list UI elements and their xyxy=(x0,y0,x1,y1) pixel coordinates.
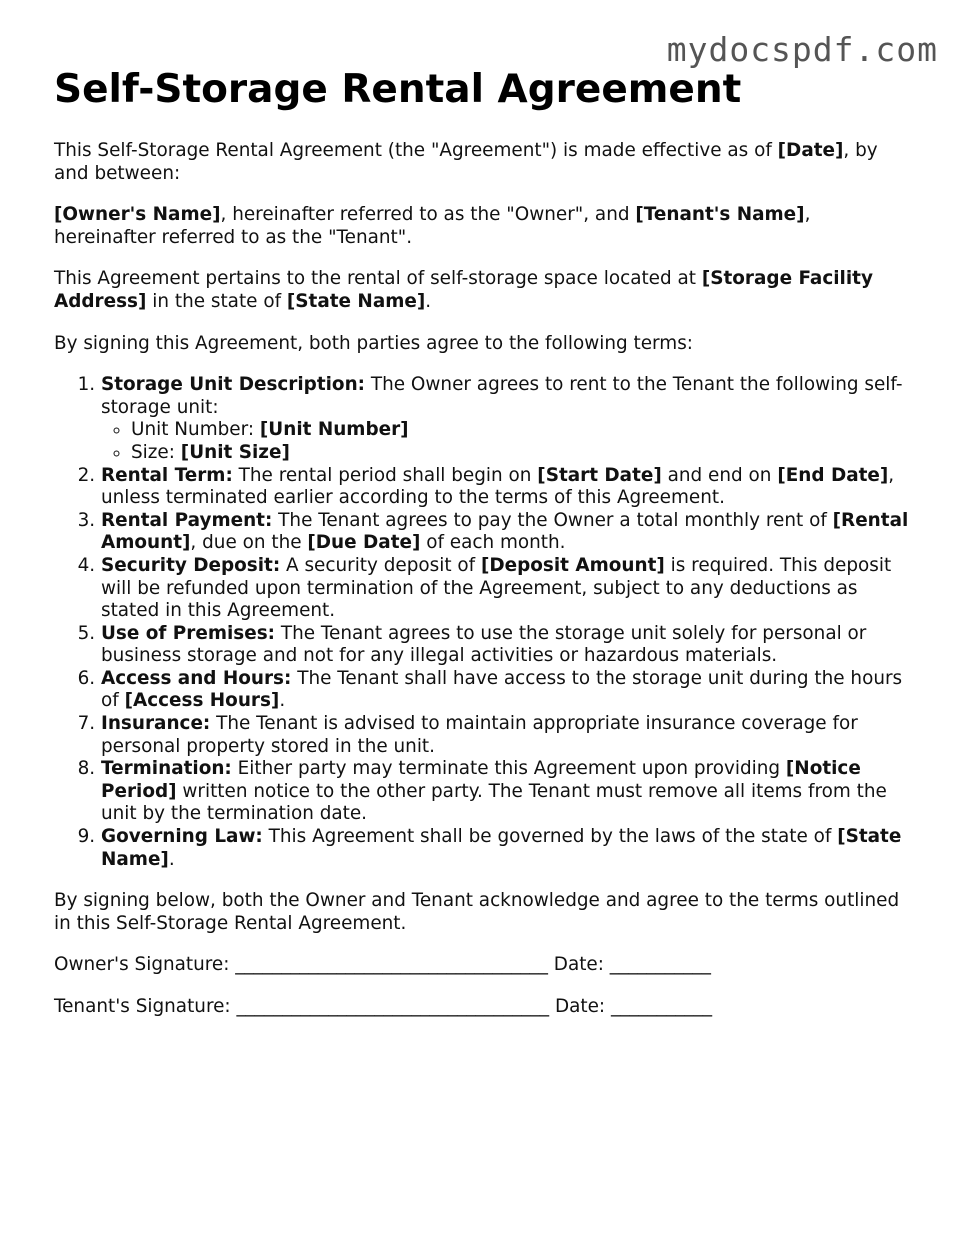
parties-paragraph: [Owner's Name], hereinafter referred to as the "Owner", and [Tenant's Name], hereinafter referred to as the "Tenant". xyxy=(54,204,811,248)
term-item: 2. Rental Term: The rental period shall begin on [Start Date] and end on [End Date], unless terminated earlier according to the terms of this Agreement. xyxy=(101,465,914,510)
closing-paragraph: By signing below, both the Owner and Tenant acknowledge and agree to the terms outlined in this Self-Storage Rental Agreement. xyxy=(54,890,900,934)
document-title: Self-Storage Rental Agreement xyxy=(54,67,742,112)
term-item: 1. Storage Unit Description: The Owner agrees to rent to the Tenant the following self-storage unit: ◦ Unit Number: [Unit Number] ◦ Size: [Unit Size] xyxy=(101,374,914,464)
tenant-name-placeholder: [Tenant's Name] xyxy=(635,204,805,226)
owner-name-placeholder: [Owner's Name] xyxy=(54,204,221,226)
term-item: 3. Rental Payment: The Tenant agrees to pay the Owner a total monthly rent of [Rental Amount], due on the [Due Date] of each month. xyxy=(101,510,914,555)
owner-signature-line: Owner's Signature: __________________________________ Date: ___________ xyxy=(54,954,711,976)
unit-number-item: ◦ Unit Number: [Unit Number] xyxy=(131,419,914,442)
intro-paragraph: This Self-Storage Rental Agreement (the "Agreement") is made effective as of [Date], by and between: xyxy=(54,140,878,184)
term-item: 9. Governing Law: This Agreement shall be governed by the laws of the state of [State Name]. xyxy=(101,826,914,871)
location-paragraph: This Agreement pertains to the rental of self-storage space located at [Storage Facility Address] in the state of [State Name]. xyxy=(54,268,873,312)
watermark: mydocspdf.com xyxy=(666,30,938,69)
unit-size-item: ◦ Size: [Unit Size] xyxy=(131,442,914,465)
term-item: 8. Termination: Either party may terminate this Agreement upon providing [Notice Period] written notice to the other party. The Tenant must remove all items from the unit by the termination date. xyxy=(101,758,914,826)
tenant-signature-line: Tenant's Signature: __________________________________ Date: ___________ xyxy=(54,996,713,1017)
term-item: 6. Access and Hours: The Tenant shall have access to the storage unit during the hours of [Access Hours]. xyxy=(101,668,914,713)
term-item: 7. Insurance: The Tenant is advised to maintain appropriate insurance coverage for personal property stored in the unit. xyxy=(101,713,914,758)
terms-list xyxy=(54,374,914,871)
document-page xyxy=(54,66,914,1038)
term-item: 4. Security Deposit: A security deposit of [Deposit Amount] is required. This deposit will be refunded upon termination of the Agreement, subject to any deductions as stated in this Agreement. xyxy=(101,555,914,623)
term-item: 5. Use of Premises: The Tenant agrees to use the storage unit solely for personal or business storage and not for any illegal activities or hazardous materials. xyxy=(101,623,914,668)
terms-intro: By signing this Agreement, both parties agree to the following terms: xyxy=(54,332,693,354)
date-placeholder: [Date] xyxy=(777,140,844,161)
facility-address-placeholder: [Storage Facility Address] xyxy=(54,268,873,312)
state-name-placeholder: [State Name] xyxy=(286,290,426,312)
unit-details-list xyxy=(101,419,914,464)
